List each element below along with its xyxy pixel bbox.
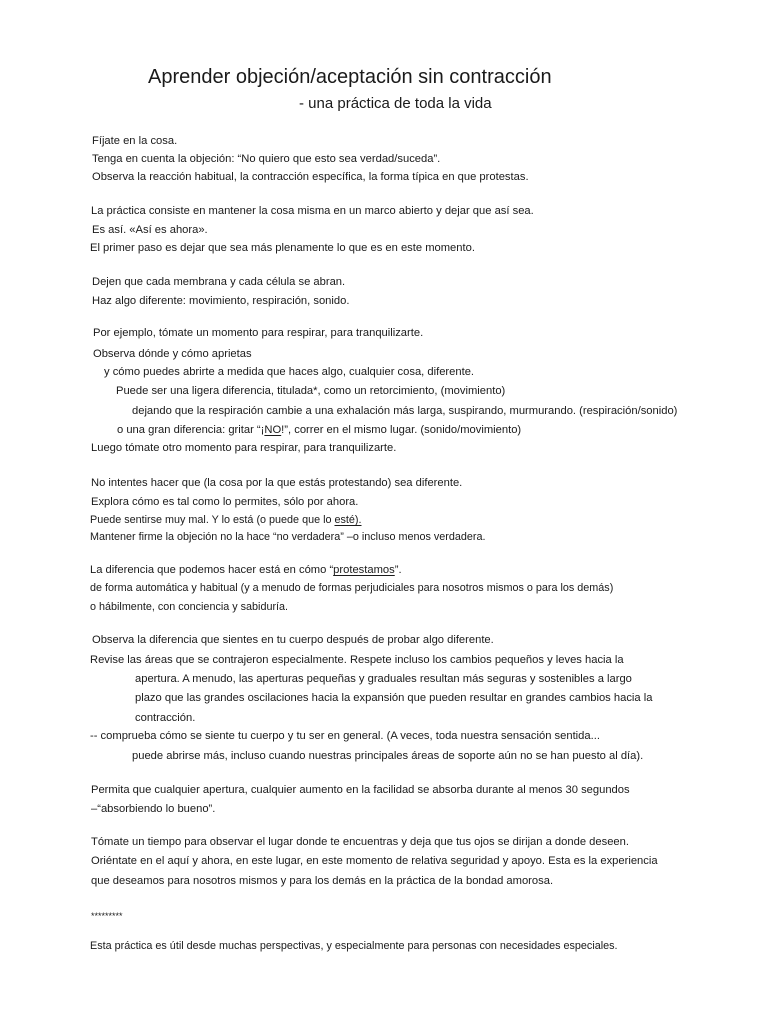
paragraph-1-line-1: Fíjate en la cosa. bbox=[92, 135, 178, 147]
feel-bad-text: Puede sentirse muy mal. Y lo está (o puede que lo bbox=[90, 514, 335, 526]
asterisk-separator: ********* bbox=[91, 911, 123, 921]
esta-underlined: esté). bbox=[334, 514, 362, 526]
paragraph-9-line-1: Tómate un tiempo para observar el lugar donde te encuentras y deja que tus ojos se dirijan a donde deseen. bbox=[91, 836, 629, 848]
paragraph-7-line-6: -- comprueba cómo se siente tu cuerpo y tu ser en general. (A veces, toda nuestra sensación sentida... bbox=[90, 730, 600, 742]
paragraph-8-line-1: Permita que cualquier apertura, cualquier aumento en la facilidad se absorba durante al menos 30 segundos bbox=[91, 784, 630, 796]
shout-text-after: !”, correr en el mismo lugar. (sonido/movimiento) bbox=[281, 424, 522, 436]
paragraph-4-line-7: Luego tómate otro momento para respirar, para tranquilizarte. bbox=[91, 442, 397, 454]
shout-text-before: o una gran diferencia: gritar “¡ bbox=[117, 424, 265, 436]
paragraph-10-line-1: Esta práctica es útil desde muchas perspectivas, y especialmente para personas con necesidades especiales. bbox=[90, 940, 618, 952]
paragraph-1-line-3: Observa la reacción habitual, la contracción específica, la forma típica en que protestas. bbox=[92, 171, 529, 183]
paragraph-7-line-3: apertura. A menudo, las aperturas pequeñas y graduales resultan más seguras y sostenibles a largo bbox=[135, 673, 632, 685]
paragraph-1-line-2: Tenga en cuenta la objeción: “No quiero que esto sea verdad/suceda”. bbox=[92, 153, 441, 165]
shout-word-underlined: NO bbox=[264, 424, 282, 436]
paragraph-9-line-3: que deseamos para nosotros mismos y para los demás en la práctica de la bondad amorosa. bbox=[91, 875, 554, 887]
paragraph-6-line-2: de forma automática y habitual (y a menudo de formas perjudiciales para nosotros mismos o para los demás) bbox=[90, 582, 614, 594]
paragraph-3-line-1: Dejen que cada membrana y cada célula se abran. bbox=[92, 276, 346, 288]
paragraph-2-line-1: La práctica consiste en mantener la cosa misma en un marco abierto y dejar que así sea. bbox=[91, 205, 534, 217]
paragraph-5-line-1: No intentes hacer que (la cosa por la que estás protestando) sea diferente. bbox=[91, 477, 463, 489]
paragraph-2-line-2: Es así. «Así es ahora». bbox=[92, 224, 208, 236]
paragraph-7-line-7: puede abrirse más, incluso cuando nuestras principales áreas de soporte aún no se han puesto al día). bbox=[132, 750, 644, 762]
paragraph-4-line-3: y cómo puedes abrirte a medida que haces algo, cualquier cosa, diferente. bbox=[104, 366, 475, 378]
paragraph-4-line-6 bbox=[117, 423, 521, 437]
paragraph-5-line-2: Explora cómo es tal como lo permites, sólo por ahora. bbox=[91, 496, 359, 508]
paragraph-3-line-2: Haz algo diferente: movimiento, respiración, sonido. bbox=[92, 295, 350, 307]
document-title: Aprender objeción/aceptación sin contracción bbox=[148, 66, 552, 88]
paragraph-2-line-3: El primer paso es dejar que sea más plenamente lo que es en este momento. bbox=[90, 242, 475, 254]
difference-text-after: ”. bbox=[394, 564, 402, 576]
paragraph-8-line-2: –“absorbiendo lo bueno”. bbox=[91, 803, 216, 815]
document-subtitle: - una práctica de toda la vida bbox=[299, 95, 492, 112]
paragraph-4-line-1: Por ejemplo, tómate un momento para respirar, para tranquilizarte. bbox=[93, 327, 424, 339]
paragraph-7-line-2: Revise las áreas que se contrajeron especialmente. Respete incluso los cambios pequeños y leves hacia la bbox=[90, 654, 624, 666]
paragraph-4-line-2: Observa dónde y cómo aprietas bbox=[93, 348, 252, 360]
paragraph-4-line-4: Puede ser una ligera diferencia, titulada*, como un retorcimiento, (movimiento) bbox=[116, 385, 506, 397]
difference-text-before: La diferencia que podemos hacer está en cómo “ bbox=[90, 564, 334, 576]
paragraph-7-line-5: contracción. bbox=[135, 712, 196, 724]
paragraph-9-line-2: Oriéntate en el aquí y ahora, en este lugar, en este momento de relativa seguridad y apoyo. Esta es la experiencia bbox=[91, 855, 658, 867]
paragraph-4-line-5: dejando que la respiración cambie a una exhalación más larga, suspirando, murmurando. (respiración/sonido) bbox=[132, 405, 678, 417]
paragraph-6-line-1 bbox=[90, 563, 402, 577]
paragraph-7-line-4: plazo que las grandes oscilaciones hacia la expansión que pueden resultar en grandes cambios hacia la bbox=[135, 692, 653, 704]
paragraph-7-line-1: Observa la diferencia que sientes en tu cuerpo después de probar algo diferente. bbox=[92, 634, 494, 646]
paragraph-5-line-3 bbox=[90, 513, 362, 527]
paragraph-6-line-3: o hábilmente, con conciencia y sabiduría. bbox=[90, 601, 289, 613]
protestamos-underlined: protestamos bbox=[333, 564, 395, 576]
paragraph-5-line-4: Mantener firme la objeción no la hace “no verdadera” –o incluso menos verdadera. bbox=[90, 531, 486, 543]
